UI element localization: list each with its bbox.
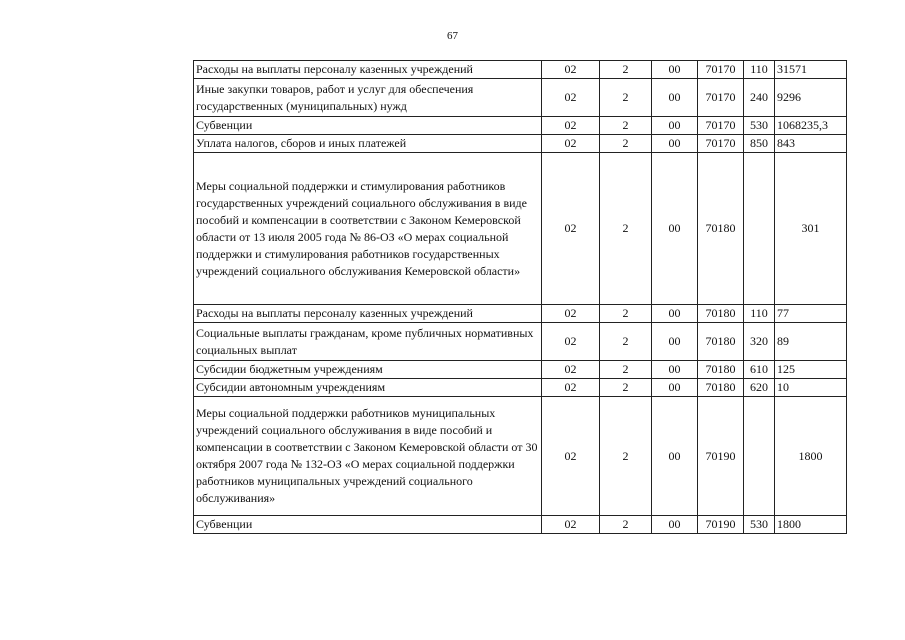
row-code: 70170 [698,61,744,79]
page-number: 67 [447,30,458,42]
row-code: 70170 [698,117,744,135]
row-amount: 9296 [775,79,847,117]
row-amount: 1800 [775,516,847,534]
row-expense-type: 110 [744,61,775,79]
row-amount: 1068235,3 [775,117,847,135]
table-row [194,153,847,305]
row-name: Расходы на выплаты персоналу казенных учреждений [194,305,542,323]
row-name: Уплата налогов, сборов и иных платежей [194,135,542,153]
row-code: 70170 [698,135,744,153]
row-subprogram: 2 [600,516,652,534]
row-name: Субвенции [194,117,542,135]
row-code: 70180 [698,379,744,397]
table-row [194,79,847,117]
row-subprogram: 2 [600,397,652,516]
row-code: 70170 [698,79,744,117]
row-subprogram: 2 [600,323,652,361]
table-row [194,516,847,534]
table-row [194,323,847,361]
table-row [194,379,847,397]
row-name: Субсидии автономным учреждениям [194,379,542,397]
row-code: 70180 [698,361,744,379]
row-ministry: 02 [542,323,600,361]
row-group: 00 [652,379,698,397]
budget-table [193,60,847,534]
row-subprogram: 2 [600,361,652,379]
row-name: Меры социальной поддержки и стимулирования работников государственных учреждений социального обслуживания в виде пособий и компенсации в соответствии с Законом Кемеровской области от 13 июля 2005 года № 86-ОЗ «О мерах социальной поддержки и стимулирования работников государственных учреждений социального обслуживания Кемеровской области» [194,153,542,305]
row-group: 00 [652,397,698,516]
row-amount: 10 [775,379,847,397]
row-expense-type: 240 [744,79,775,117]
row-expense-type [744,153,775,305]
row-amount: 125 [775,361,847,379]
row-code: 70190 [698,397,744,516]
row-expense-type: 620 [744,379,775,397]
row-expense-type: 850 [744,135,775,153]
row-name: Расходы на выплаты персоналу казенных учреждений [194,61,542,79]
row-ministry: 02 [542,153,600,305]
row-code: 70180 [698,153,744,305]
row-ministry: 02 [542,305,600,323]
row-amount: 843 [775,135,847,153]
row-subprogram: 2 [600,379,652,397]
row-amount: 31571 [775,61,847,79]
row-subprogram: 2 [600,305,652,323]
table-row [194,135,847,153]
row-subprogram: 2 [600,117,652,135]
row-subprogram: 2 [600,79,652,117]
row-code: 70180 [698,305,744,323]
row-ministry: 02 [542,379,600,397]
row-expense-type: 530 [744,516,775,534]
table-row [194,305,847,323]
row-ministry: 02 [542,397,600,516]
table-row [194,361,847,379]
row-expense-type: 110 [744,305,775,323]
row-ministry: 02 [542,61,600,79]
table-row [194,117,847,135]
row-name: Субвенции [194,516,542,534]
row-expense-type: 610 [744,361,775,379]
row-subprogram: 2 [600,153,652,305]
row-amount: 301 [775,153,847,305]
row-group: 00 [652,153,698,305]
row-expense-type [744,397,775,516]
row-subprogram: 2 [600,135,652,153]
table-row [194,61,847,79]
row-ministry: 02 [542,79,600,117]
row-ministry: 02 [542,361,600,379]
row-ministry: 02 [542,516,600,534]
row-ministry: 02 [542,135,600,153]
row-code: 70190 [698,516,744,534]
row-name: Иные закупки товаров, работ и услуг для обеспечения государственных (муниципальных) нужд [194,79,542,117]
row-group: 00 [652,361,698,379]
row-amount: 1800 [775,397,847,516]
row-name: Социальные выплаты гражданам, кроме публичных нормативных социальных выплат [194,323,542,361]
row-group: 00 [652,305,698,323]
row-name: Меры социальной поддержки работников муниципальных учреждений социального обслуживания в виде пособий и компенсации в соответствии с Законом Кемеровской области от 30 октября 2007 года № 132-ОЗ «О мерах социальной поддержки работников муниципальных учреждений социального обслуживания» [194,397,542,516]
row-group: 00 [652,323,698,361]
row-group: 00 [652,61,698,79]
row-code: 70180 [698,323,744,361]
row-subprogram: 2 [600,61,652,79]
row-group: 00 [652,135,698,153]
row-amount: 89 [775,323,847,361]
row-expense-type: 320 [744,323,775,361]
row-group: 00 [652,79,698,117]
row-group: 00 [652,516,698,534]
row-name: Субсидии бюджетным учреждениям [194,361,542,379]
row-ministry: 02 [542,117,600,135]
row-group: 00 [652,117,698,135]
row-amount: 77 [775,305,847,323]
table-row [194,397,847,516]
row-expense-type: 530 [744,117,775,135]
